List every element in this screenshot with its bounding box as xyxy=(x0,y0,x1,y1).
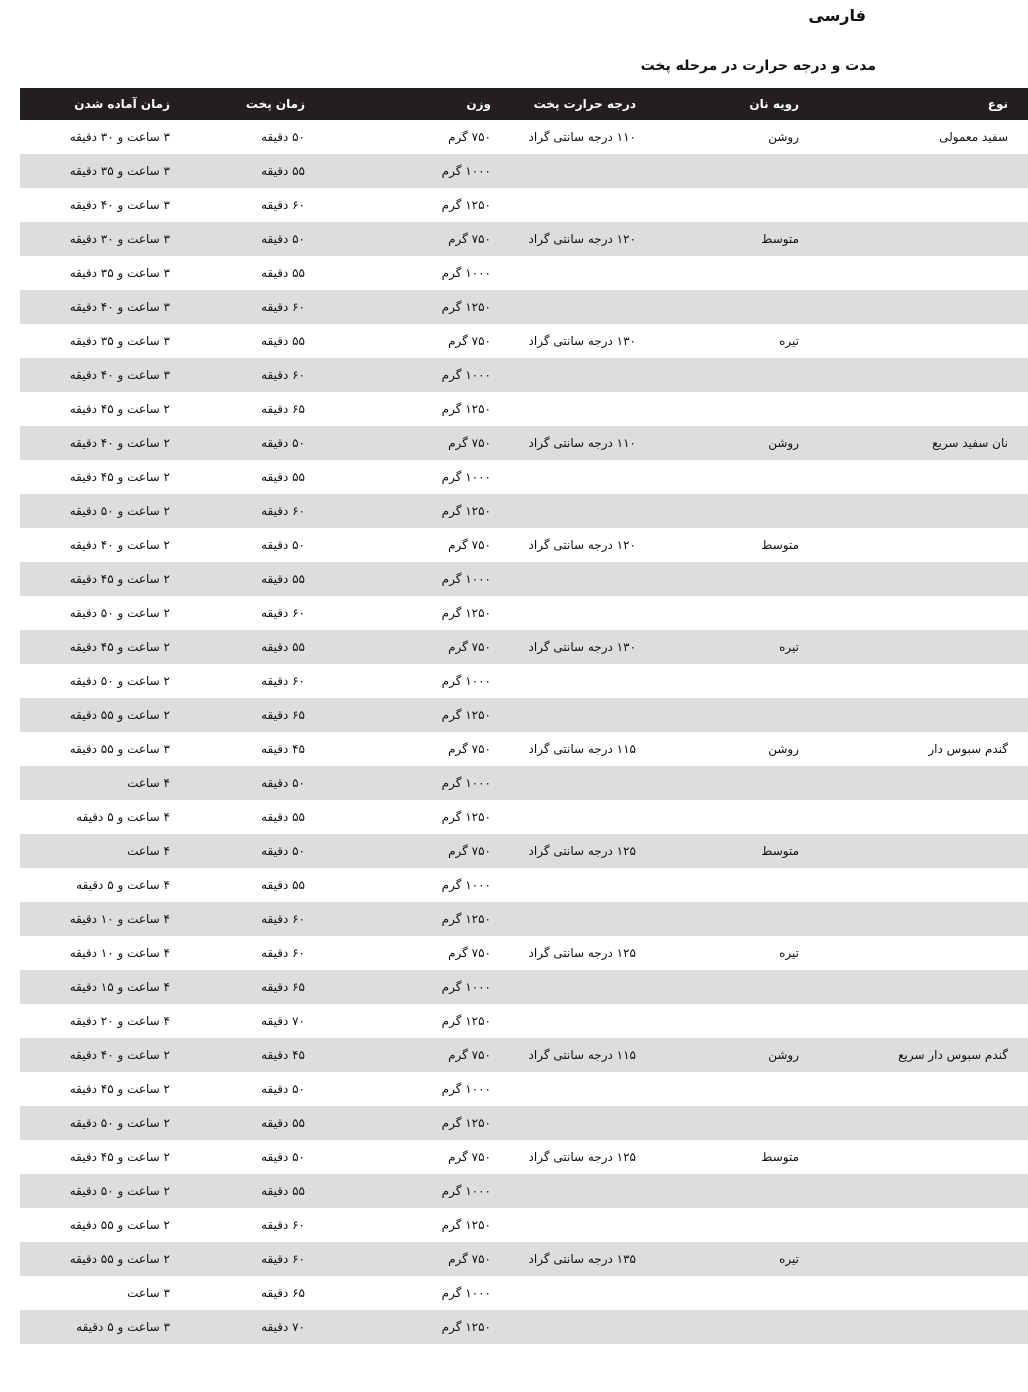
table-row xyxy=(20,120,1028,154)
cell-weight: ۱۰۰۰ گرم xyxy=(441,878,491,892)
cell-weight: ۱۲۵۰ گرم xyxy=(441,810,491,824)
cell-ready-time: ۲ ساعت و ۵۰ دقیقه xyxy=(20,1106,180,1140)
header-type: نوع xyxy=(819,88,1028,120)
cell-baking-time: ۵۰ دقیقه xyxy=(180,222,338,256)
table-row xyxy=(20,1038,1028,1072)
cell-baking-time: ۵۵ دقیقه xyxy=(261,470,305,484)
table-row xyxy=(20,1106,1028,1140)
cell-ready-time: ۳ ساعت و ۴۰ دقیقه xyxy=(69,198,170,212)
cell-weight: ۷۵۰ گرم xyxy=(448,946,491,960)
cell-crust xyxy=(652,1174,819,1208)
cell-weight: ۱۲۵۰ گرم xyxy=(338,494,508,528)
cell-weight: ۱۲۵۰ گرم xyxy=(441,606,491,620)
cell-baking-time: ۶۰ دقیقه xyxy=(180,358,338,392)
cell-ready-time: ۲ ساعت و ۵۵ دقیقه xyxy=(20,1242,180,1276)
header-row xyxy=(20,88,1028,120)
cell-ready-time: ۳ ساعت و ۵۵ دقیقه xyxy=(69,742,170,756)
cell-weight: ۱۰۰۰ گرم xyxy=(338,1174,508,1208)
cell-baking-time: ۵۵ دقیقه xyxy=(261,266,305,280)
cell-ready-time: ۲ ساعت و ۵۰ دقیقه xyxy=(20,494,180,528)
cell-baking-time: ۵۰ دقیقه xyxy=(261,130,305,144)
table-row xyxy=(20,868,1028,902)
cell-crust xyxy=(652,664,819,698)
cell-weight: ۱۲۵۰ گرم xyxy=(441,198,491,212)
cell-crust: روشن xyxy=(652,1038,819,1072)
cell-baking-time: ۵۰ دقیقه xyxy=(180,426,338,460)
cell-baking-temperature: ۱۲۰ درجه سانتی گراد xyxy=(528,538,636,552)
cell-weight: ۱۲۵۰ گرم xyxy=(338,1310,508,1344)
cell-baking-temperature xyxy=(508,1004,652,1038)
cell-crust xyxy=(652,698,819,732)
cell-ready-time: ۳ ساعت xyxy=(127,1286,170,1300)
cell-ready-time: ۲ ساعت و ۵۵ دقیقه xyxy=(69,1218,170,1232)
table-row xyxy=(20,902,1028,936)
cell-baking-temperature: ۱۱۵ درجه سانتی گراد xyxy=(508,1038,652,1072)
cell-type xyxy=(819,222,1028,256)
table-row xyxy=(20,766,1028,800)
cell-ready-time: ۲ ساعت و ۴۵ دقیقه xyxy=(69,470,170,484)
cell-ready-time: ۲ ساعت و ۵۰ دقیقه xyxy=(69,606,170,620)
cell-baking-time: ۶۵ دقیقه xyxy=(261,402,305,416)
cell-ready-time: ۳ ساعت و ۳۵ دقیقه xyxy=(69,334,170,348)
cell-crust xyxy=(652,766,819,800)
cell-type xyxy=(819,494,1028,528)
cell-baking-time: ۶۰ دقیقه xyxy=(261,1218,305,1232)
cell-type xyxy=(819,630,1028,664)
cell-type: نان سفید سریع xyxy=(819,426,1028,460)
header-weight: وزن xyxy=(338,88,508,120)
cell-weight: ۱۰۰۰ گرم xyxy=(441,674,491,688)
cell-type xyxy=(819,936,1028,970)
cell-baking-time: ۵۵ دقیقه xyxy=(180,1174,338,1208)
cell-baking-time: ۵۰ دقیقه xyxy=(261,538,305,552)
cell-baking-time: ۶۰ دقیقه xyxy=(180,290,338,324)
cell-weight: ۱۰۰۰ گرم xyxy=(338,154,508,188)
cell-weight: ۱۰۰۰ گرم xyxy=(338,970,508,1004)
cell-baking-time: ۵۰ دقیقه xyxy=(180,766,338,800)
cell-type xyxy=(819,324,1028,358)
cell-baking-temperature xyxy=(508,1174,652,1208)
table-row xyxy=(20,324,1028,358)
cell-baking-temperature xyxy=(508,494,652,528)
table-row xyxy=(20,596,1028,630)
cell-crust: روشن xyxy=(768,742,799,756)
table-row xyxy=(20,1310,1028,1344)
cell-type xyxy=(819,868,1028,902)
cell-type xyxy=(819,256,1028,290)
table-row xyxy=(20,834,1028,868)
table-row xyxy=(20,256,1028,290)
cell-crust xyxy=(652,596,819,630)
cell-type xyxy=(819,902,1028,936)
cell-weight: ۱۲۵۰ گرم xyxy=(338,902,508,936)
cell-ready-time: ۲ ساعت و ۴۰ دقیقه xyxy=(20,426,180,460)
cell-baking-time: ۵۵ دقیقه xyxy=(180,154,338,188)
cell-baking-time: ۵۵ دقیقه xyxy=(180,562,338,596)
cell-crust: روشن xyxy=(768,130,799,144)
table-row xyxy=(20,154,1028,188)
table-row xyxy=(20,494,1028,528)
cell-baking-temperature xyxy=(508,902,652,936)
cell-crust xyxy=(652,154,819,188)
cell-ready-time: ۲ ساعت و ۴۰ دقیقه xyxy=(20,1038,180,1072)
header-baking-time: زمان پخت xyxy=(180,88,338,120)
table-row xyxy=(20,1140,1028,1174)
cell-baking-time: ۵۰ دقیقه xyxy=(180,834,338,868)
cell-ready-time: ۲ ساعت و ۴۵ دقیقه xyxy=(69,1150,170,1164)
cell-weight: ۱۲۵۰ گرم xyxy=(441,1218,491,1232)
table-row xyxy=(20,460,1028,494)
header-ready-time: زمان آماده شدن xyxy=(20,88,180,120)
cell-baking-temperature xyxy=(508,1310,652,1344)
table-row xyxy=(20,800,1028,834)
cell-type xyxy=(819,766,1028,800)
cell-ready-time: ۲ ساعت و ۵۰ دقیقه xyxy=(69,674,170,688)
cell-baking-temperature xyxy=(508,698,652,732)
cell-crust: متوسط xyxy=(761,538,799,552)
cell-baking-time: ۶۵ دقیقه xyxy=(180,698,338,732)
cell-baking-time: ۵۵ دقیقه xyxy=(261,810,305,824)
cell-baking-time: ۵۵ دقیقه xyxy=(180,630,338,664)
cell-ready-time: ۲ ساعت و ۴۰ دقیقه xyxy=(69,538,170,552)
cell-ready-time: ۴ ساعت xyxy=(20,766,180,800)
cell-type xyxy=(819,1004,1028,1038)
cell-crust xyxy=(652,1072,819,1106)
cell-weight: ۱۲۵۰ گرم xyxy=(338,290,508,324)
cell-type xyxy=(819,1242,1028,1276)
cell-baking-temperature: ۱۱۰ درجه سانتی گراد xyxy=(528,130,636,144)
cell-crust xyxy=(652,290,819,324)
cell-crust xyxy=(652,868,819,902)
table-row xyxy=(20,1004,1028,1038)
table-row xyxy=(20,1276,1028,1310)
cell-crust xyxy=(652,800,819,834)
cell-baking-time: ۶۰ دقیقه xyxy=(261,606,305,620)
cell-baking-temperature xyxy=(508,1276,652,1310)
table-row xyxy=(20,392,1028,426)
cell-ready-time: ۳ ساعت و ۳۵ دقیقه xyxy=(20,154,180,188)
table-row xyxy=(20,358,1028,392)
cell-crust xyxy=(652,358,819,392)
cell-baking-temperature xyxy=(508,1208,652,1242)
cell-baking-temperature xyxy=(508,392,652,426)
cell-baking-temperature: ۱۲۰ درجه سانتی گراد xyxy=(508,222,652,256)
table-row xyxy=(20,1208,1028,1242)
cell-ready-time: ۳ ساعت و ۵ دقیقه xyxy=(20,1310,180,1344)
cell-baking-time: ۶۰ دقیقه xyxy=(261,674,305,688)
cell-baking-temperature xyxy=(508,562,652,596)
cell-baking-time: ۴۵ دقیقه xyxy=(261,742,305,756)
cell-ready-time: ۳ ساعت و ۳۵ دقیقه xyxy=(69,266,170,280)
cell-weight: ۱۰۰۰ گرم xyxy=(441,1082,491,1096)
cell-type xyxy=(819,698,1028,732)
cell-type xyxy=(819,154,1028,188)
table-row xyxy=(20,290,1028,324)
table-row xyxy=(20,1072,1028,1106)
cell-type xyxy=(819,1106,1028,1140)
cell-baking-temperature: ۱۲۵ درجه سانتی گراد xyxy=(508,834,652,868)
cell-type xyxy=(819,800,1028,834)
cell-type xyxy=(819,596,1028,630)
cell-type xyxy=(819,562,1028,596)
cell-weight: ۷۵۰ گرم xyxy=(338,630,508,664)
cell-baking-time: ۶۰ دقیقه xyxy=(180,902,338,936)
cell-ready-time: ۲ ساعت و ۴۵ دقیقه xyxy=(69,1082,170,1096)
cell-baking-time: ۶۵ دقیقه xyxy=(180,970,338,1004)
cell-type xyxy=(819,392,1028,426)
cell-baking-temperature xyxy=(508,1072,652,1106)
cell-baking-temperature: ۱۱۵ درجه سانتی گراد xyxy=(528,742,636,756)
cell-baking-time: ۵۵ دقیقه xyxy=(180,1106,338,1140)
cell-crust: تیره xyxy=(652,630,819,664)
cell-baking-temperature: ۱۳۰ درجه سانتی گراد xyxy=(528,334,636,348)
cell-crust xyxy=(652,494,819,528)
cell-crust: متوسط xyxy=(652,222,819,256)
table-row xyxy=(20,1242,1028,1276)
cell-ready-time: ۴ ساعت و ۵ دقیقه xyxy=(76,878,170,892)
cell-baking-time: ۴۵ دقیقه xyxy=(180,1038,338,1072)
cell-baking-temperature: ۱۳۰ درجه سانتی گراد xyxy=(508,630,652,664)
table-row xyxy=(20,562,1028,596)
language-label: فارسی xyxy=(808,6,866,25)
cell-crust xyxy=(652,1208,819,1242)
cell-crust: تیره xyxy=(779,334,799,348)
cell-baking-temperature xyxy=(508,154,652,188)
cell-crust: روشن xyxy=(652,426,819,460)
cell-ready-time: ۴ ساعت و ۵ دقیقه xyxy=(76,810,170,824)
cell-baking-temperature xyxy=(508,970,652,1004)
cell-weight: ۷۵۰ گرم xyxy=(448,742,491,756)
cell-type xyxy=(819,1310,1028,1344)
cell-ready-time: ۳ ساعت و ۳۰ دقیقه xyxy=(69,130,170,144)
cell-weight: ۱۰۰۰ گرم xyxy=(441,1286,491,1300)
cell-type xyxy=(819,834,1028,868)
cell-ready-time: ۲ ساعت و ۴۵ دقیقه xyxy=(69,402,170,416)
cell-weight: ۱۰۰۰ گرم xyxy=(338,766,508,800)
cell-type xyxy=(819,1208,1028,1242)
cell-weight: ۷۵۰ گرم xyxy=(338,426,508,460)
cell-weight: ۱۲۵۰ گرم xyxy=(338,698,508,732)
cell-type xyxy=(819,1140,1028,1174)
cell-baking-temperature xyxy=(508,766,652,800)
cell-crust xyxy=(652,1310,819,1344)
cell-type xyxy=(819,290,1028,324)
cell-weight: ۱۰۰۰ گرم xyxy=(441,266,491,280)
cell-crust xyxy=(652,256,819,290)
cell-baking-time: ۶۰ دقیقه xyxy=(261,198,305,212)
table-row xyxy=(20,698,1028,732)
cell-ready-time: ۳ ساعت و ۴۰ دقیقه xyxy=(20,358,180,392)
table-row xyxy=(20,426,1028,460)
cell-baking-temperature: ۱۲۵ درجه سانتی گراد xyxy=(528,1150,636,1164)
table-row xyxy=(20,528,1028,562)
header-crust: رویه نان xyxy=(652,88,819,120)
cell-baking-temperature xyxy=(508,596,652,630)
cell-baking-temperature xyxy=(508,188,652,222)
cell-crust xyxy=(652,1004,819,1038)
cell-baking-temperature xyxy=(508,664,652,698)
cell-type xyxy=(819,460,1028,494)
cell-weight: ۷۵۰ گرم xyxy=(448,538,491,552)
cell-ready-time: ۳ ساعت و ۴۰ دقیقه xyxy=(20,290,180,324)
cell-baking-temperature: ۱۲۵ درجه سانتی گراد xyxy=(528,946,636,960)
cell-weight: ۱۲۵۰ گرم xyxy=(338,1106,508,1140)
cell-type xyxy=(819,188,1028,222)
table-row xyxy=(20,630,1028,664)
table-row xyxy=(20,1174,1028,1208)
cell-baking-time: ۷۰ دقیقه xyxy=(261,1014,305,1028)
cell-weight: ۷۵۰ گرم xyxy=(338,1242,508,1276)
cell-ready-time: ۴ ساعت و ۲۰ دقیقه xyxy=(69,1014,170,1028)
header-baking-temperature: درجه حرارت پخت xyxy=(508,88,652,120)
cell-baking-time: ۶۰ دقیقه xyxy=(180,1242,338,1276)
cell-baking-temperature: ۱۱۰ درجه سانتی گراد xyxy=(508,426,652,460)
cell-weight: ۷۵۰ گرم xyxy=(448,130,491,144)
cell-ready-time: ۴ ساعت xyxy=(20,834,180,868)
cell-weight: ۱۰۰۰ گرم xyxy=(338,562,508,596)
cell-type xyxy=(819,1174,1028,1208)
table-title: مدت و درجه حرارت در مرحله پخت xyxy=(640,58,876,74)
cell-baking-temperature xyxy=(508,460,652,494)
cell-type xyxy=(819,1276,1028,1310)
cell-weight: ۱۰۰۰ گرم xyxy=(441,470,491,484)
cell-baking-temperature xyxy=(508,290,652,324)
cell-baking-temperature xyxy=(508,868,652,902)
cell-ready-time: ۳ ساعت و ۳۰ دقیقه xyxy=(20,222,180,256)
table-row xyxy=(20,188,1028,222)
cell-crust xyxy=(652,1106,819,1140)
cell-baking-time: ۷۰ دقیقه xyxy=(180,1310,338,1344)
cell-baking-temperature xyxy=(508,256,652,290)
cell-ready-time: ۲ ساعت و ۴۵ دقیقه xyxy=(20,562,180,596)
cell-weight: ۱۲۵۰ گرم xyxy=(441,1014,491,1028)
cell-weight: ۱۲۵۰ گرم xyxy=(441,402,491,416)
cell-weight: ۱۰۰۰ گرم xyxy=(338,358,508,392)
cell-crust xyxy=(652,392,819,426)
cell-crust xyxy=(652,460,819,494)
cell-weight: ۷۵۰ گرم xyxy=(338,1038,508,1072)
cell-crust: تیره xyxy=(652,1242,819,1276)
cell-type xyxy=(819,664,1028,698)
cell-type xyxy=(819,1072,1028,1106)
cell-weight: ۷۵۰ گرم xyxy=(338,834,508,868)
baking-time-table xyxy=(20,88,1028,1344)
cell-weight: ۷۵۰ گرم xyxy=(448,334,491,348)
cell-weight: ۷۵۰ گرم xyxy=(338,222,508,256)
cell-baking-time: ۵۰ دقیقه xyxy=(261,1150,305,1164)
cell-ready-time: ۴ ساعت و ۱۰ دقیقه xyxy=(69,946,170,960)
table-row xyxy=(20,664,1028,698)
cell-baking-temperature: ۱۳۵ درجه سانتی گراد xyxy=(508,1242,652,1276)
cell-type: سفید معمولی xyxy=(939,130,1008,144)
cell-ready-time: ۴ ساعت و ۱۵ دقیقه xyxy=(20,970,180,1004)
cell-baking-time: ۵۵ دقیقه xyxy=(261,878,305,892)
cell-crust xyxy=(652,188,819,222)
cell-baking-time: ۶۵ دقیقه xyxy=(261,1286,305,1300)
cell-ready-time: ۲ ساعت و ۵۵ دقیقه xyxy=(20,698,180,732)
table-row xyxy=(20,732,1028,766)
cell-baking-time: ۶۰ دقیقه xyxy=(180,494,338,528)
cell-baking-temperature xyxy=(508,800,652,834)
cell-baking-temperature xyxy=(508,358,652,392)
cell-type xyxy=(819,358,1028,392)
cell-crust: متوسط xyxy=(761,1150,799,1164)
table-row xyxy=(20,222,1028,256)
cell-crust xyxy=(652,562,819,596)
cell-crust xyxy=(652,1276,819,1310)
cell-type xyxy=(819,970,1028,1004)
cell-crust: متوسط xyxy=(652,834,819,868)
cell-baking-time: ۵۰ دقیقه xyxy=(261,1082,305,1096)
cell-baking-time: ۶۰ دقیقه xyxy=(261,946,305,960)
cell-ready-time: ۲ ساعت و ۵۰ دقیقه xyxy=(20,1174,180,1208)
cell-baking-time: ۵۵ دقیقه xyxy=(261,334,305,348)
cell-type xyxy=(819,528,1028,562)
cell-ready-time: ۲ ساعت و ۴۵ دقیقه xyxy=(20,630,180,664)
cell-baking-temperature xyxy=(508,1106,652,1140)
cell-crust: تیره xyxy=(779,946,799,960)
table-row xyxy=(20,936,1028,970)
cell-type: گندم سبوس دار xyxy=(928,742,1008,756)
cell-weight: ۷۵۰ گرم xyxy=(448,1150,491,1164)
table-row xyxy=(20,970,1028,1004)
cell-ready-time: ۴ ساعت و ۱۰ دقیقه xyxy=(20,902,180,936)
cell-crust xyxy=(652,970,819,1004)
cell-crust xyxy=(652,902,819,936)
cell-type: گندم سبوس دار سریع xyxy=(819,1038,1028,1072)
